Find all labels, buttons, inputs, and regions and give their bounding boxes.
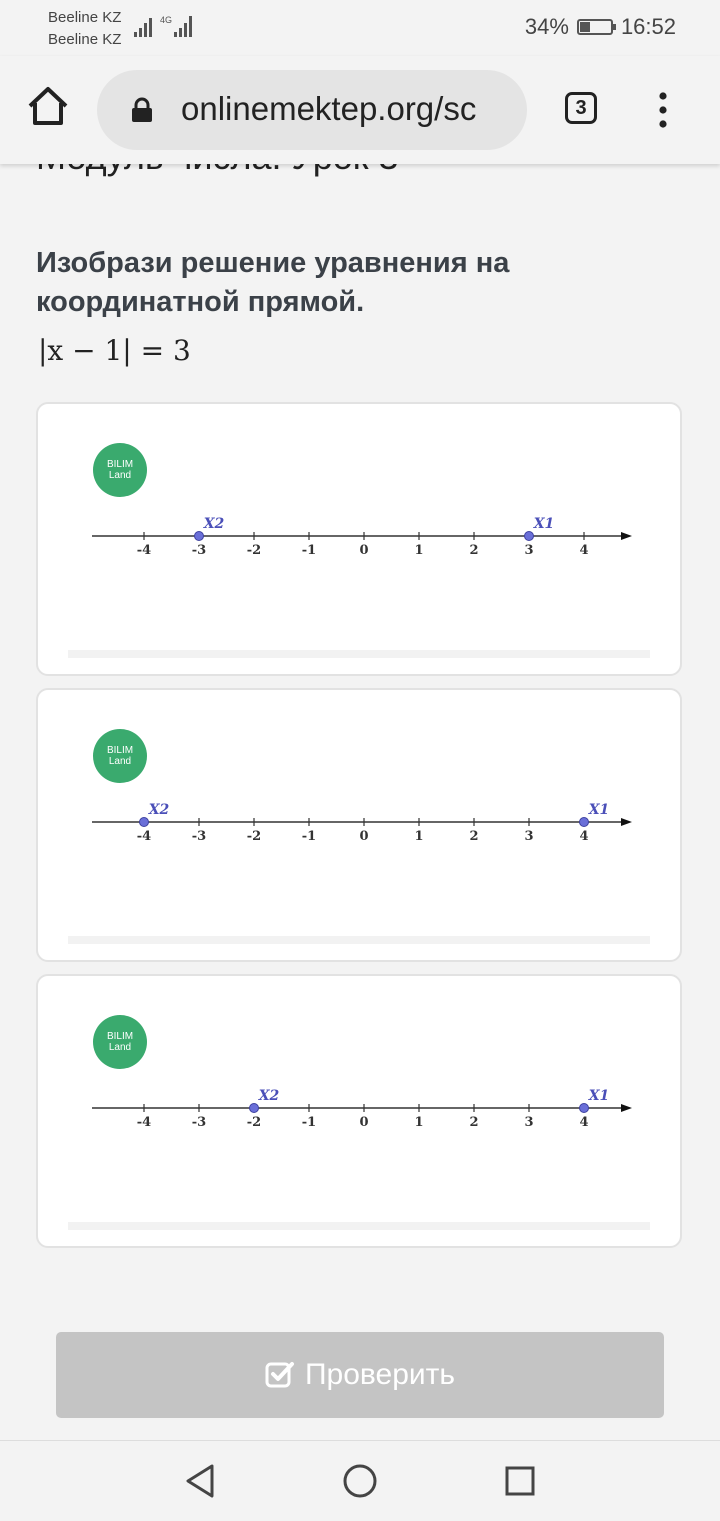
battery-icon bbox=[577, 19, 613, 35]
more-vert-icon[interactable] bbox=[655, 92, 671, 128]
tick-label: -2 bbox=[246, 543, 262, 558]
tick-label: 3 bbox=[524, 829, 534, 844]
system-navigation-bar bbox=[0, 1440, 720, 1521]
status-bar bbox=[0, 0, 720, 56]
url-text[interactable]: onlinemektep.org/sc bbox=[181, 90, 477, 127]
tick-label: 4 bbox=[579, 1115, 589, 1130]
tab-switcher-button[interactable]: 3 bbox=[565, 92, 597, 124]
number-line bbox=[38, 690, 684, 964]
back-triangle-icon[interactable] bbox=[184, 1463, 216, 1499]
solution-point bbox=[250, 1104, 259, 1113]
recents-square-icon[interactable] bbox=[504, 1463, 536, 1499]
card-divider bbox=[68, 936, 650, 944]
point-label: X1 bbox=[588, 1088, 610, 1104]
page-content bbox=[0, 164, 720, 1440]
network-label: 4G bbox=[160, 15, 173, 25]
logo-text: BILIM bbox=[106, 745, 134, 756]
home-circle-icon[interactable] bbox=[342, 1463, 378, 1499]
tick-label: -2 bbox=[246, 829, 262, 844]
point-label: X2 bbox=[148, 802, 170, 818]
check-button-label: Проверить bbox=[304, 1358, 456, 1391]
solution-point bbox=[525, 532, 534, 541]
number-line bbox=[38, 976, 684, 1250]
tick-label: 4 bbox=[579, 829, 589, 844]
check-button[interactable] bbox=[56, 1332, 664, 1418]
tick-label: -1 bbox=[301, 1115, 317, 1130]
axis-arrow bbox=[621, 818, 632, 826]
answer-option-3[interactable] bbox=[36, 974, 682, 1248]
question-text: Изобрази решение уравнения на координатной прямой. bbox=[36, 247, 510, 318]
tick-label: 1 bbox=[414, 543, 424, 558]
tick-label: 1 bbox=[414, 829, 424, 844]
home-icon[interactable] bbox=[26, 84, 70, 128]
tick-label: -3 bbox=[191, 1115, 207, 1130]
tick-label: 3 bbox=[524, 1115, 534, 1130]
lock-icon bbox=[131, 98, 153, 122]
logo-text: Land bbox=[108, 470, 132, 481]
tick-label: -1 bbox=[301, 543, 317, 558]
address-bar[interactable] bbox=[97, 70, 527, 150]
bilim-land-logo bbox=[93, 1015, 147, 1069]
bilim-land-logo bbox=[93, 443, 147, 497]
signal-4g-icon bbox=[160, 14, 196, 38]
tick-label: 3 bbox=[524, 543, 534, 558]
bilim-land-logo bbox=[93, 729, 147, 783]
browser-toolbar bbox=[0, 56, 720, 164]
point-label: X1 bbox=[533, 516, 555, 532]
tick-label: 0 bbox=[359, 543, 369, 558]
tick-label: 2 bbox=[469, 1115, 479, 1130]
tick-label: -4 bbox=[136, 1115, 152, 1130]
tick-label: -4 bbox=[136, 829, 152, 844]
clock: 16:52 bbox=[620, 14, 676, 39]
axis-arrow bbox=[621, 532, 632, 540]
solution-point bbox=[580, 1104, 589, 1113]
signal-icon bbox=[134, 14, 156, 38]
logo-text: BILIM bbox=[106, 459, 134, 470]
card-divider bbox=[68, 650, 650, 658]
tick-label: 1 bbox=[414, 1115, 424, 1130]
logo-text: Land bbox=[108, 756, 132, 767]
tick-label: 4 bbox=[579, 543, 589, 558]
solution-point bbox=[140, 818, 149, 827]
carrier-1: Beeline KZ bbox=[48, 9, 122, 26]
tick-label: -3 bbox=[191, 829, 207, 844]
battery-percent: 34% bbox=[524, 14, 569, 39]
answer-option-2[interactable] bbox=[36, 688, 682, 962]
checkbox-icon bbox=[265, 1360, 295, 1390]
point-label: X2 bbox=[258, 1088, 280, 1104]
tick-label: 0 bbox=[359, 829, 369, 844]
point-label: X1 bbox=[588, 802, 610, 818]
tick-label: 0 bbox=[359, 1115, 369, 1130]
tick-label: -4 bbox=[136, 543, 152, 558]
number-line bbox=[38, 404, 684, 678]
tick-label: -2 bbox=[246, 1115, 262, 1130]
solution-point bbox=[195, 532, 204, 541]
equation: |x − 1| = 3 bbox=[38, 334, 191, 367]
logo-text: Land bbox=[108, 1042, 132, 1053]
logo-text: BILIM bbox=[106, 1031, 134, 1042]
point-label: X2 bbox=[203, 516, 225, 532]
solution-point bbox=[580, 818, 589, 827]
answer-option-1[interactable] bbox=[36, 402, 682, 676]
tick-label: -3 bbox=[191, 543, 207, 558]
card-divider bbox=[68, 1222, 650, 1230]
tick-label: 2 bbox=[469, 543, 479, 558]
tick-label: -1 bbox=[301, 829, 317, 844]
carrier-2: Beeline KZ bbox=[48, 31, 122, 48]
tick-label: 2 bbox=[469, 829, 479, 844]
axis-arrow bbox=[621, 1104, 632, 1112]
